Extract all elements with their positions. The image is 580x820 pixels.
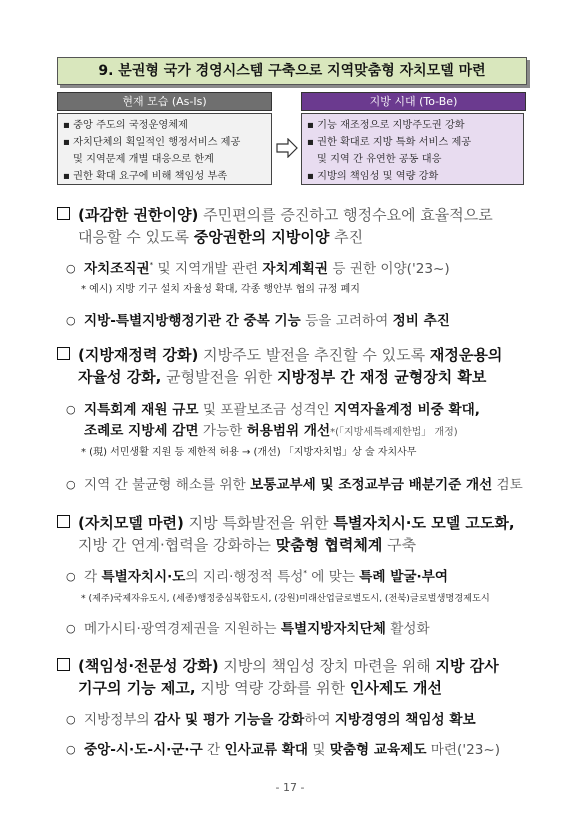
sub-item: ○ 중앙-시·도-시·군·구 간 인사교류 확대 및 맞춤형 교육제도 마련('23~)	[66, 742, 501, 758]
to-be-header: 지방 시대 (To-Be)	[301, 92, 526, 111]
as-is-item: ▪ 권한 확대 요구에 비해 책임성 부족	[63, 171, 228, 182]
sub-item: ○ 지특회계 재원 규모 및 포괄보조금 성격인 지역자율계정 비중 확대,	[66, 402, 480, 418]
square-bullet-icon	[57, 658, 70, 671]
as-is-item-text: 중앙 주도의 국정운영체제	[73, 120, 188, 131]
to-be-item: ▪ 지방의 책임성 및 역량 강화	[307, 171, 439, 182]
as-is-item: ▪ 중앙 주도의 국정운영체제	[63, 120, 188, 131]
section-heading: (책임성·전문성 강화) 지방의 책임성 장치 마련을 위해 지방 감사	[57, 656, 499, 676]
circle-bullet-icon: ○	[66, 622, 76, 635]
sub-item-continued: 조례로 지방세 감면 가능한 허용범위 개선*(「지방세특례제한법」 개정)	[84, 423, 458, 439]
sub-item: ○ 각 특별자치시·도의 지리·행정적 특성* 에 맞는 특례 발굴·부여	[66, 569, 448, 585]
square-bullet-icon	[57, 515, 70, 528]
sub-item: ○ 메가시티·광역경제권을 지원하는 특별지방자치단체 활성화	[66, 621, 430, 637]
circle-bullet-icon: ○	[66, 713, 76, 726]
section-text: 자율성 강화, 균형발전을 위한 지방정부 간 재정 균형장치 확보	[78, 368, 487, 386]
to-be-item-text: 및 지역 간 유연한 공동 대응	[317, 154, 442, 165]
to-be-item: ▪ 기능 재조정으로 지방주도권 강화	[307, 120, 465, 131]
to-be-item: ▪ 권한 확대로 지방 특화 서비스 제공	[307, 137, 472, 148]
to-be-item-text: 지방의 책임성 및 역량 강화	[317, 171, 439, 182]
section-text: 기구의 기능 제고, 지방 역량 강화를 위한 인사제도 개선	[78, 679, 443, 697]
as-is-item-text: 권한 확대 요구에 비해 책임성 부족	[73, 171, 228, 182]
circle-bullet-icon: ○	[66, 478, 76, 491]
circle-bullet-icon: ○	[66, 570, 76, 583]
as-is-item-text: 및 지역문제 개별 대응으로 한계	[73, 154, 214, 165]
circle-bullet-icon: ○	[66, 743, 76, 756]
footnote: * (現) 서민생활 지원 등 제한적 허용 → (개선) 「지방자치법」상 술 자치사무	[81, 447, 417, 458]
page-title: 9. 분권형 국가 경영시스템 구축으로 지역맞춤형 자치모델 마련	[57, 57, 527, 85]
sub-item: ○ 자치조직권* 및 지역개발 관련 자치계획권 등 권한 이양('23~)	[66, 261, 450, 277]
sub-item: ○ 지방정부의 감사 및 평가 기능을 강화하여 지방경영의 책임성 확보	[66, 712, 476, 728]
section-heading: (과감한 권한이양) 주민편의를 증진하고 행정수요에 효율적으로	[57, 205, 493, 225]
section-text: 대응할 수 있도록 중앙권한의 지방이양 추진	[78, 228, 364, 246]
as-is-header: 현재 모습 (As-Is)	[57, 92, 272, 111]
square-bullet-icon	[57, 347, 70, 360]
section-text: 지방 간 연계·협력을 강화하는 맞춤형 협력체계 구축	[78, 536, 417, 554]
section-heading: (자치모델 마련) 지방 특화발전을 위한 특별자치시·도 모델 고도화,	[57, 513, 515, 533]
to-be-item-text: 권한 확대로 지방 특화 서비스 제공	[317, 137, 472, 148]
circle-bullet-icon: ○	[66, 314, 76, 327]
as-is-box	[57, 113, 272, 185]
square-bullet-icon	[57, 207, 70, 220]
footnote: * 예시) 지방 기구 설치 자율성 확대, 각종 행안부 협의 규정 폐지	[81, 284, 360, 295]
sub-item: ○ 지방-특별지방행정기관 간 중복 기능 등을 고려하여 정비 추진	[66, 313, 450, 329]
sub-item: ○ 지역 간 불균형 해소를 위한 보통교부세 및 조정교부금 배분기준 개선 검토	[66, 477, 523, 493]
circle-bullet-icon: ○	[66, 262, 76, 275]
footnote: * (제주)국제자유도시, (세종)행정중심복합도시, (강원)미래산업글로벌도시, (전북)글로벌생명경제도시	[81, 593, 490, 604]
right-arrow-icon	[276, 138, 298, 158]
circle-bullet-icon: ○	[66, 403, 76, 416]
section-heading: (지방재정력 강화) 지방주도 발전을 추진할 수 있도록 재정운용의	[57, 345, 502, 365]
page-number: - 17 -	[275, 781, 305, 794]
to-be-item-text: 기능 재조정으로 지방주도권 강화	[317, 120, 465, 131]
as-is-item-text: 자치단체의 획일적인 행정서비스 제공	[73, 137, 241, 148]
to-be-box	[301, 113, 524, 185]
as-is-item: ▪ 자치단체의 획일적인 행정서비스 제공	[63, 137, 241, 148]
